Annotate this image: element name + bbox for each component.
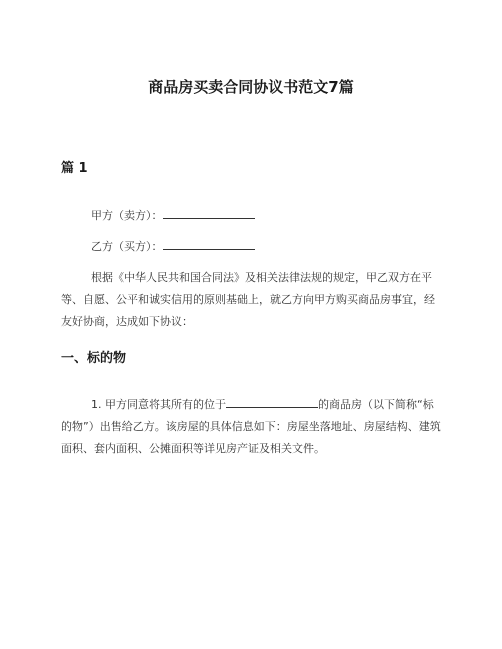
clause-1-suffix: 的商品房（以下简称“标的物”）出售给乙方。该房屋的具体信息如下：房屋坐落地址、房屋结构、建筑面积、套内面积、公摊面积等详见房产证及相关文件。 [61,398,441,455]
party-a-label: 甲方（卖方）： [91,209,163,222]
clause-1-prefix: 1. 甲方同意将其所有的位于 [91,398,226,411]
part-heading: 篇 1 [61,161,88,176]
party-b-blank [163,237,255,250]
intro-paragraph: 根据《中华人民共和国合同法》及相关法律法规的规定，甲乙双方在平等、自愿、公平和诚实信用的原则基础上，就乙方向甲方购买商品房事宜，经友好协商，达成如下协议： [61,271,435,328]
party-b-line [61,236,441,258]
clause-1-blank [226,395,318,408]
party-a-line [61,205,441,227]
document-title: 商品房买卖合同协议书范文7篇 [148,78,354,96]
section-heading-subject: 一、标的物 [61,351,127,366]
party-b-label: 乙方（买方）： [91,240,163,253]
clause-1-paragraph [61,394,441,460]
party-a-blank [163,206,255,219]
